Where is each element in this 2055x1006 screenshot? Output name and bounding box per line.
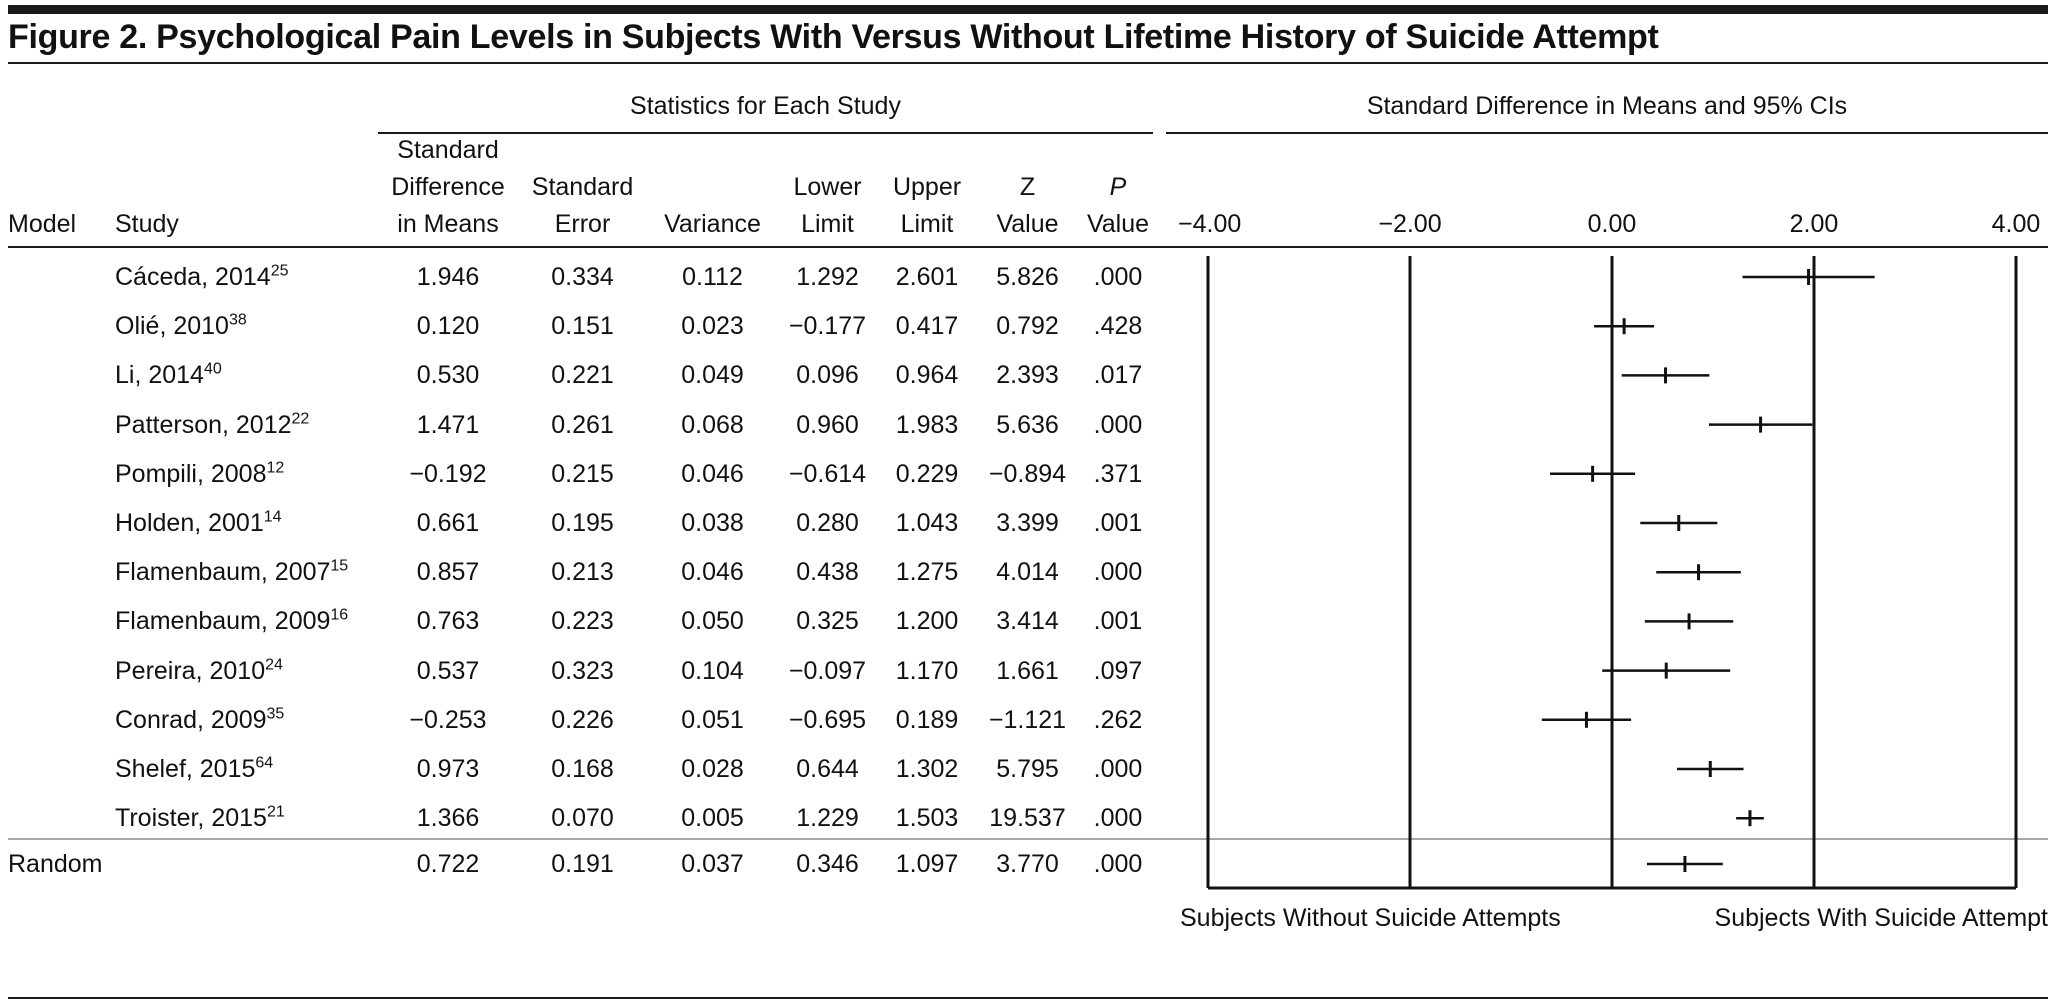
cell-variance: 0.068 (681, 410, 744, 439)
summary-cell-upper: 1.097 (895, 850, 959, 878)
col-header-se: Standard Error (531, 173, 634, 238)
study-name-text: Olié, 2010 (115, 312, 229, 341)
study-name-text: Li, 2014 (115, 361, 204, 390)
cell-se: 0.226 (551, 705, 614, 734)
cell-se: 0.261 (551, 410, 614, 439)
cell-upper: 0.417 (895, 312, 959, 341)
cell-lower: 0.960 (796, 410, 859, 439)
cell-z: 4.014 (996, 558, 1059, 587)
x-tick-label: 4.00 (1991, 210, 2041, 238)
study-ref: 24 (265, 656, 283, 674)
cell-lower: −0.614 (788, 459, 867, 488)
summary-cell-smd: 0.722 (416, 850, 480, 878)
summary-cell-variance: 0.037 (681, 850, 744, 878)
cell-z: 5.795 (996, 755, 1059, 783)
cell-variance: 0.050 (681, 607, 744, 636)
cell-p: .000 (1093, 263, 1143, 291)
cell-lower: 1.229 (796, 804, 859, 833)
cell-upper: 0.189 (895, 705, 959, 734)
cell-se: 0.168 (551, 755, 614, 783)
cell-se: 0.221 (551, 361, 614, 390)
study-ref: 16 (330, 607, 349, 625)
figure-title: Figure 2. Psychological Pain Levels in Subjects With Versus Without Lifetime History of Suicide Attempt (8, 18, 1659, 56)
study-name-text: Pereira, 2010 (115, 656, 266, 685)
cell-lower: −0.177 (788, 312, 867, 341)
cell-p: .371 (1093, 459, 1143, 488)
cell-p: .001 (1093, 607, 1143, 636)
cell-upper: 1.200 (895, 607, 959, 636)
cell-variance: 0.046 (681, 459, 744, 488)
study-name-text: Flamenbaum, 2009 (115, 607, 331, 636)
col-header-smd: Standard Difference in Means (391, 136, 505, 238)
col-header-z: Z Value (996, 173, 1059, 238)
study-ref: 15 (330, 557, 349, 575)
cell-variance: 0.038 (681, 509, 744, 537)
cell-upper: 2.601 (895, 263, 959, 291)
stats-group-header: Statistics for Each Study (630, 92, 901, 120)
plot-group-header: Standard Difference in Means and 95% CIs (1366, 92, 1848, 120)
cell-se: 0.223 (551, 607, 614, 636)
study-ref: 40 (203, 361, 222, 379)
cell-se: 0.151 (551, 312, 614, 341)
cell-se: 0.215 (551, 459, 614, 488)
cell-upper: 1.170 (895, 656, 959, 685)
cell-z: 5.636 (996, 410, 1059, 439)
cell-smd: 0.661 (416, 509, 480, 537)
cell-se: 0.195 (551, 509, 614, 537)
cell-smd: 0.763 (416, 607, 480, 636)
x-tick-label: 2.00 (1789, 210, 1839, 238)
summary-cell-lower: 0.346 (796, 850, 859, 878)
col-header-p: P Value (1086, 173, 1150, 238)
x-tick-label: 0.00 (1587, 210, 1637, 238)
cell-variance: 0.028 (681, 755, 744, 783)
study-name-text: Pompili, 2008 (115, 459, 267, 488)
study-name-text: Cáceda, 2014 (115, 263, 271, 291)
cell-p: .428 (1093, 312, 1143, 341)
cell-variance: 0.112 (682, 263, 743, 291)
cell-lower: 1.292 (796, 263, 859, 291)
cell-p: .000 (1093, 755, 1143, 783)
study-name-text: Troister, 2015 (115, 804, 267, 833)
study-name-text: Patterson, 2012 (115, 410, 292, 439)
cell-smd: 1.471 (416, 410, 480, 439)
cell-smd: 0.857 (416, 558, 480, 587)
cell-smd: 0.530 (416, 361, 480, 390)
cell-smd: 1.366 (416, 804, 480, 833)
col-header-variance: Variance (664, 210, 761, 238)
summary-cell-p: .000 (1093, 850, 1143, 878)
cell-se: 0.213 (551, 558, 614, 587)
study-ref: 12 (266, 459, 285, 477)
cell-upper: 0.229 (895, 459, 959, 488)
cell-lower: 0.280 (796, 509, 859, 537)
cell-variance: 0.005 (681, 804, 744, 833)
cell-z: 3.399 (996, 509, 1059, 537)
study-name-text: Holden, 2001 (115, 509, 264, 537)
study-ref: 35 (266, 705, 285, 723)
cell-z: 2.393 (996, 361, 1059, 390)
study-name-text: Shelef, 2015 (115, 755, 256, 783)
cell-lower: −0.097 (788, 656, 867, 685)
cell-lower: 0.438 (796, 558, 859, 587)
cell-se: 0.323 (551, 656, 614, 685)
cell-variance: 0.046 (681, 558, 744, 587)
cell-z: 5.826 (996, 263, 1059, 291)
cell-upper: 1.275 (895, 558, 959, 587)
col-header-study: Study (115, 210, 179, 238)
col-header-model: Model (8, 210, 77, 238)
cell-smd: −0.253 (409, 705, 487, 734)
cell-z: 0.792 (996, 312, 1059, 341)
cell-lower: 0.325 (796, 607, 859, 636)
cell-upper: 1.983 (895, 410, 959, 439)
cell-p: .000 (1093, 558, 1143, 587)
cell-lower: 0.096 (796, 361, 859, 390)
cell-se: 0.070 (551, 804, 614, 833)
study-ref: 38 (228, 311, 247, 329)
cell-p: .001 (1093, 509, 1143, 537)
cell-z: 3.414 (996, 607, 1059, 636)
cell-variance: 0.023 (681, 312, 744, 341)
cell-p: .097 (1093, 656, 1143, 685)
footer-left-label: Subjects Without Suicide Attempts (1180, 904, 1561, 932)
study-ref: 21 (266, 803, 285, 821)
x-tick-label: −2.00 (1378, 210, 1442, 238)
col-header-lower: Lower Limit (793, 173, 862, 238)
cell-p: .000 (1093, 804, 1143, 833)
cell-smd: 0.973 (416, 755, 480, 783)
cell-z: −0.894 (988, 459, 1067, 488)
cell-p: .262 (1093, 705, 1143, 734)
cell-variance: 0.051 (681, 705, 744, 734)
cell-upper: 1.302 (895, 755, 959, 783)
cell-smd: −0.192 (409, 459, 487, 488)
cell-smd: 0.537 (416, 656, 480, 685)
cell-z: 1.661 (996, 656, 1059, 685)
cell-upper: 0.964 (895, 361, 959, 390)
x-tick-label: −4.00 (1178, 210, 1242, 238)
cell-smd: 1.946 (416, 263, 480, 291)
cell-smd: 0.120 (416, 312, 480, 341)
cell-upper: 1.043 (895, 509, 959, 537)
cell-z: −1.121 (988, 705, 1067, 734)
col-header-upper: Upper Limit (892, 173, 962, 238)
cell-se: 0.334 (551, 263, 614, 291)
study-ref: 22 (291, 410, 310, 428)
cell-variance: 0.049 (681, 361, 744, 390)
cell-p: .017 (1093, 361, 1143, 390)
summary-model: Random (8, 850, 103, 878)
study-ref: 64 (255, 754, 274, 772)
cell-variance: 0.104 (681, 656, 744, 685)
summary-cell-z: 3.770 (996, 850, 1059, 878)
summary-cell-se: 0.191 (551, 850, 614, 878)
study-ref: 25 (270, 262, 289, 280)
footer-right-label: Subjects With Suicide Attempt (1714, 904, 2048, 932)
cell-upper: 1.503 (895, 804, 959, 833)
study-ref: 14 (263, 508, 282, 526)
cell-p: .000 (1093, 410, 1143, 439)
cell-z: 19.537 (989, 804, 1066, 833)
cell-lower: 0.644 (796, 755, 859, 783)
cell-lower: −0.695 (788, 705, 867, 734)
study-name-text: Conrad, 2009 (115, 705, 267, 734)
study-name-text: Flamenbaum, 2007 (115, 558, 331, 587)
